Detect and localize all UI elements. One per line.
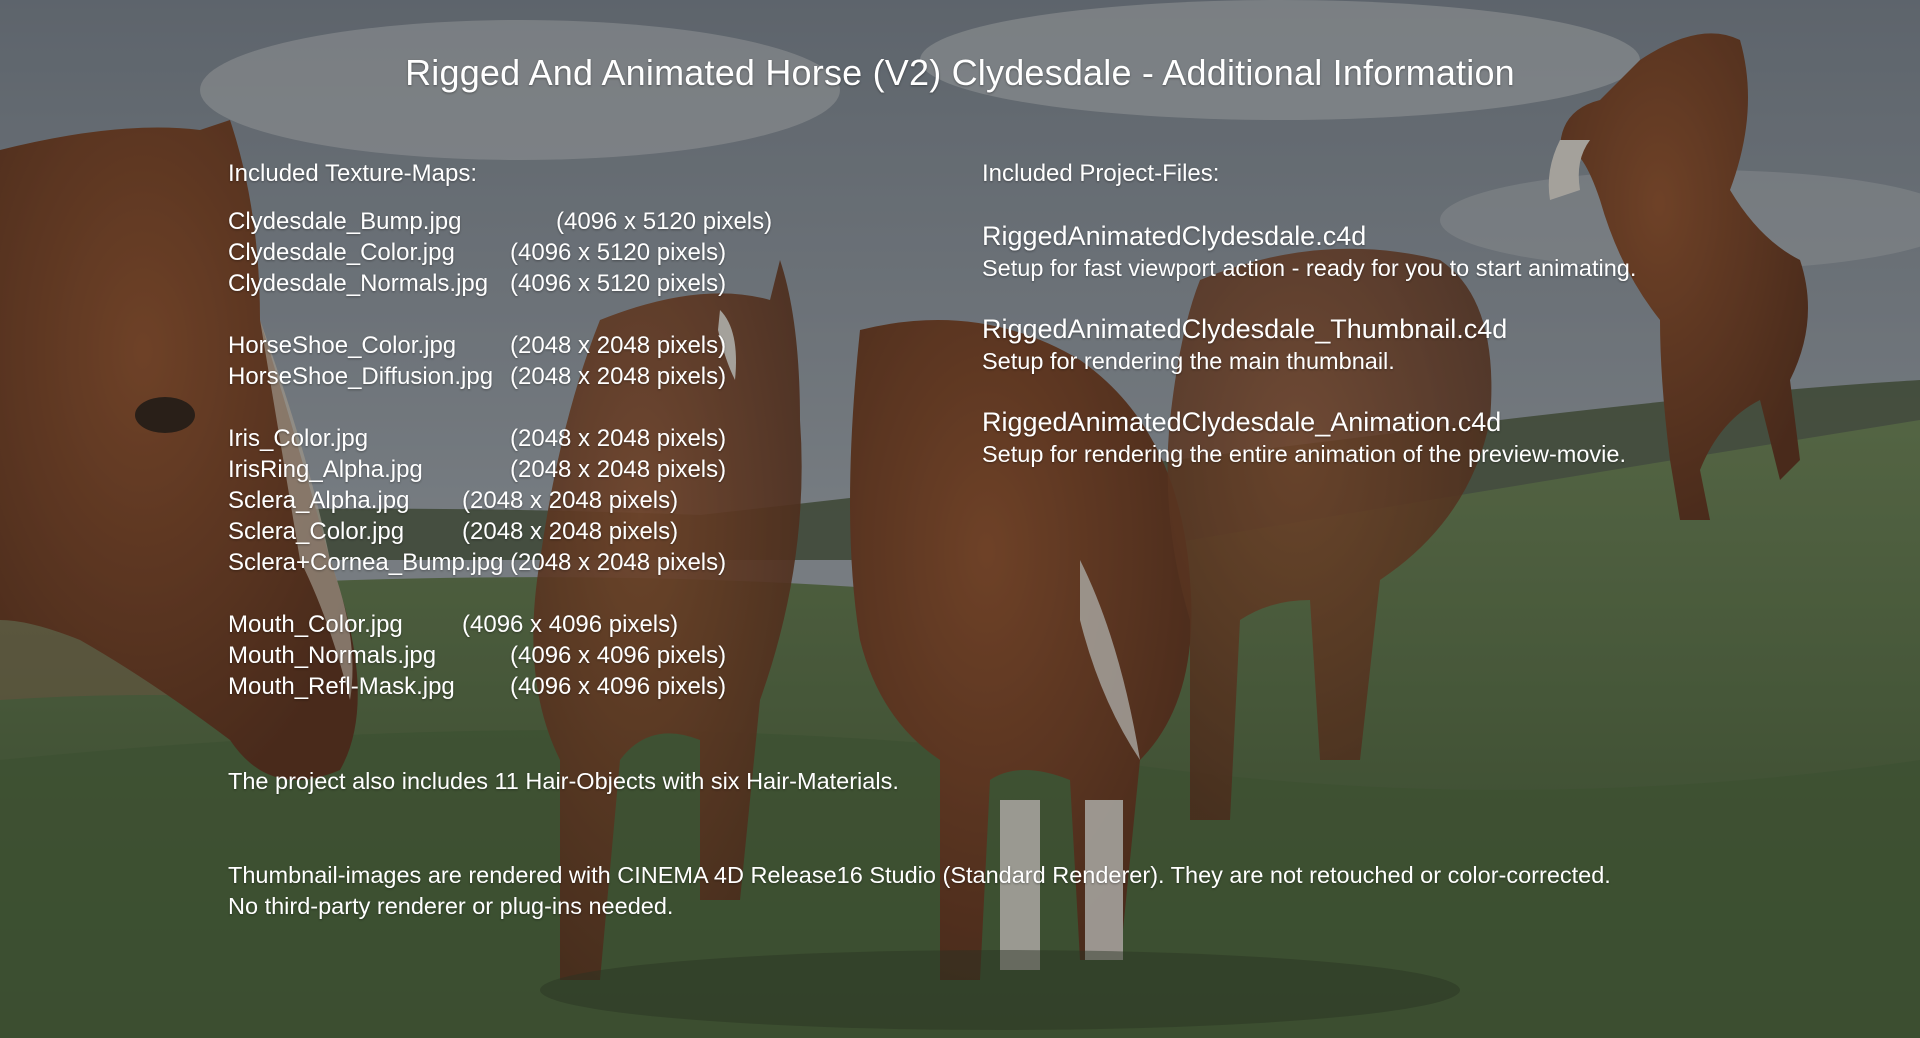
texture-row bbox=[228, 518, 679, 549]
texture-size: (4096 x 5120 pixels) bbox=[556, 208, 773, 235]
project-file-name: RiggedAnimatedClydesdale.c4d bbox=[982, 221, 1367, 251]
texture-file: Clydesdale_Color.jpg bbox=[228, 239, 455, 266]
page-title: Rigged And Animated Horse (V2) Clydesdale - Additional Information bbox=[405, 52, 1515, 93]
render-note-line2: No third-party renderer or plug-ins needed. bbox=[228, 893, 674, 919]
texture-file: Iris_Color.jpg bbox=[228, 425, 369, 452]
project-file-name: RiggedAnimatedClydesdale_Animation.c4d bbox=[982, 407, 1502, 437]
texture-row bbox=[228, 363, 727, 394]
texture-maps-heading: Included Texture-Maps: bbox=[228, 160, 478, 187]
texture-row bbox=[228, 487, 679, 518]
texture-size: (2048 x 2048 pixels) bbox=[510, 425, 727, 452]
texture-file: Clydesdale_Normals.jpg bbox=[228, 270, 489, 297]
texture-size: (2048 x 2048 pixels) bbox=[510, 363, 727, 390]
project-file-desc: Setup for fast viewport action - ready for you to start animating. bbox=[982, 255, 1637, 281]
texture-size: (2048 x 2048 pixels) bbox=[510, 332, 727, 359]
texture-size: (4096 x 4096 pixels) bbox=[462, 611, 679, 638]
texture-row bbox=[228, 208, 773, 239]
texture-file: Sclera_Alpha.jpg bbox=[228, 487, 410, 514]
texture-size: (4096 x 4096 pixels) bbox=[510, 673, 727, 700]
texture-file: HorseShoe_Diffusion.jpg bbox=[228, 363, 494, 390]
texture-size: (4096 x 4096 pixels) bbox=[510, 642, 727, 669]
project-file-name: RiggedAnimatedClydesdale_Thumbnail.c4d bbox=[982, 314, 1508, 344]
texture-size: (2048 x 2048 pixels) bbox=[510, 549, 727, 576]
texture-size: (4096 x 5120 pixels) bbox=[510, 239, 727, 266]
project-file-desc: Setup for rendering the main thumbnail. bbox=[982, 348, 1395, 374]
texture-row bbox=[228, 611, 679, 642]
texture-file: Mouth_Refl-Mask.jpg bbox=[228, 673, 455, 700]
texture-file: Mouth_Normals.jpg bbox=[228, 642, 437, 669]
hair-note: The project also includes 11 Hair-Objects with six Hair-Materials. bbox=[228, 768, 899, 794]
render-note-line1: Thumbnail-images are rendered with CINEMA 4D Release16 Studio (Standard Renderer). They are not retouched or color-corrected. bbox=[228, 862, 1611, 888]
texture-size: (2048 x 2048 pixels) bbox=[462, 518, 679, 545]
texture-row bbox=[228, 549, 727, 580]
texture-file: IrisRing_Alpha.jpg bbox=[228, 456, 423, 483]
texture-row bbox=[228, 456, 727, 487]
texture-row bbox=[228, 673, 727, 704]
texture-file: Clydesdale_Bump.jpg bbox=[228, 208, 462, 235]
texture-size: (2048 x 2048 pixels) bbox=[462, 487, 679, 514]
texture-file: Mouth_Color.jpg bbox=[228, 611, 403, 638]
texture-row bbox=[228, 270, 727, 301]
texture-size: (2048 x 2048 pixels) bbox=[510, 456, 727, 483]
project-files-heading: Included Project-Files: bbox=[982, 160, 1220, 187]
texture-size: (4096 x 5120 pixels) bbox=[510, 270, 727, 297]
texture-row bbox=[228, 239, 727, 270]
texture-row bbox=[228, 332, 727, 363]
project-file-desc: Setup for rendering the entire animation of the preview-movie. bbox=[982, 441, 1626, 467]
texture-file: HorseShoe_Color.jpg bbox=[228, 332, 457, 359]
texture-row bbox=[228, 425, 727, 456]
texture-file: Sclera_Color.jpg bbox=[228, 518, 405, 545]
texture-row bbox=[228, 642, 727, 673]
texture-file: Sclera+Cornea_Bump.jpg bbox=[228, 549, 504, 576]
